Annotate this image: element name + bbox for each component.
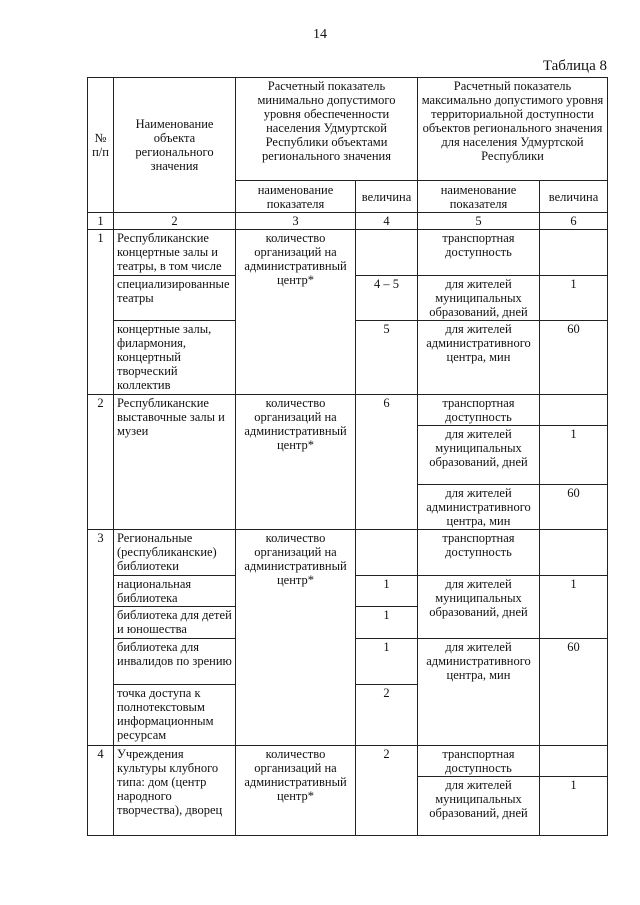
row4-max-val-a: [540, 746, 608, 777]
column-numbers-row: [88, 213, 608, 230]
row4-min-val: 2: [356, 746, 418, 836]
row1-name-c: концертные залы, филармония, концертный творческий коллектив: [114, 321, 236, 395]
row3-num: 3: [88, 530, 114, 746]
row3-max-name-a: транспортная доступность: [418, 530, 540, 576]
table-row: [88, 230, 608, 276]
row2-min-val: 6: [356, 395, 418, 530]
row1-max-val-b: 1: [540, 276, 608, 321]
row2-max-name-b: для жителей муниципальных образований, дней: [418, 426, 540, 485]
row2-max-name-c: для жителей административного центра, мин: [418, 485, 540, 530]
row3-min-val-b: 1: [356, 576, 418, 607]
row1-name-a: Республиканские концертные залы и театры, в том числе: [114, 230, 236, 276]
header-min-indicator-name: наименование показателя: [236, 181, 356, 213]
row2-max-val-a: [540, 395, 608, 426]
row1-max-name-a: транспортная доступность: [418, 230, 540, 276]
row2-min-name: количество организаций на административный центр*: [236, 395, 356, 530]
row3-max-val-a: [540, 530, 608, 576]
norms-table: [87, 77, 608, 836]
header-min-group: Расчетный показатель минимально допустимого уровня обеспеченности населения Удмуртской Республики объектами регионального значения: [236, 78, 418, 181]
colnum-2: 2: [114, 213, 236, 230]
row3-min-val-e: 2: [356, 685, 418, 746]
row2-max-name-a: транспортная доступность: [418, 395, 540, 426]
row2-max-val-c: 60: [540, 485, 608, 530]
header-name: Наименование объекта регионального значения: [114, 78, 236, 213]
row4-max-name-b: для жителей муниципальных образований, дней: [418, 777, 540, 836]
row3-min-val-d: 1: [356, 639, 418, 685]
table-caption: Таблица 8: [542, 58, 607, 74]
row1-max-name-c: для жителей административного центра, мин: [418, 321, 540, 395]
row1-min-val-b: 4 – 5: [356, 276, 418, 321]
colnum-1: 1: [88, 213, 114, 230]
table-row: [88, 746, 608, 777]
colnum-3: 3: [236, 213, 356, 230]
row3-max-name-c: для жителей административного центра, мин: [418, 639, 540, 746]
row2-num: 2: [88, 395, 114, 530]
colnum-4: 4: [356, 213, 418, 230]
colnum-5: 5: [418, 213, 540, 230]
row4-name: Учреждения культуры клубного типа: дом (центр народного творчества), дворец: [114, 746, 236, 836]
row4-min-name: количество организаций на административный центр*: [236, 746, 356, 836]
row1-max-val-a: [540, 230, 608, 276]
row3-name-a: Региональные (республиканские) библиотеки: [114, 530, 236, 576]
row1-min-name: количество организаций на административный центр*: [236, 230, 356, 395]
header-num: № п/п: [88, 78, 114, 213]
row3-name-b: национальная библиотека: [114, 576, 236, 607]
row1-max-val-c: 60: [540, 321, 608, 395]
row3-min-val-a: [356, 530, 418, 576]
row1-name-b: специализированные театры: [114, 276, 236, 321]
table-row: [88, 395, 608, 426]
row4-max-val-b: 1: [540, 777, 608, 836]
header-max-indicator-name: наименование показателя: [418, 181, 540, 213]
header-max-value: величина: [540, 181, 608, 213]
row4-num: 4: [88, 746, 114, 836]
row1-num: 1: [88, 230, 114, 395]
row3-max-val-b: 1: [540, 576, 608, 639]
colnum-6: 6: [540, 213, 608, 230]
row1-min-val-a: [356, 230, 418, 276]
row2-max-val-b: 1: [540, 426, 608, 485]
row1-min-val-c: 5: [356, 321, 418, 395]
table-row: [88, 530, 608, 576]
header-min-value: величина: [356, 181, 418, 213]
row3-max-val-c: 60: [540, 639, 608, 746]
row3-min-name: количество организаций на административный центр*: [236, 530, 356, 746]
row3-name-d: библиотека для инвалидов по зрению: [114, 639, 236, 685]
row3-name-c: библиотека для детей и юношества: [114, 607, 236, 639]
row1-max-name-b: для жителей муниципальных образований, дней: [418, 276, 540, 321]
row3-max-name-b: для жителей муниципальных образований, дней: [418, 576, 540, 639]
row3-name-e: точка доступа к полнотекстовым информационным ресурсам: [114, 685, 236, 746]
row2-name: Республиканские выставочные залы и музеи: [114, 395, 236, 530]
row3-min-val-c: 1: [356, 607, 418, 639]
row4-max-name-a: транспортная доступность: [418, 746, 540, 777]
header-max-group: Расчетный показатель максимально допустимого уровня территориальной доступности объектов регионального значения для населения Удмуртской Республики: [418, 78, 608, 181]
page-number: 14: [313, 27, 327, 42]
